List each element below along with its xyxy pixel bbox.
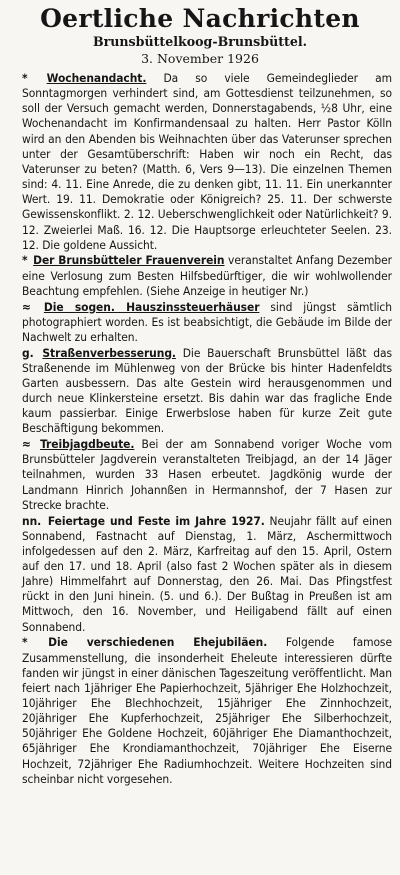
article-body: Da so viele Gemeindeglieder am Sonntagmorgen verhindert sind, am Gottesdienst teilzunehmen, so soll der Versuch gemacht werden, Donnerstagabends, ½8 Uhr, eine Wochenandacht im Konfirmandensaal zu halten. Herr Pastor Kölln wird an den Abenden bis Weihnachten über das Vaterunser sprechen unter der Gesamtüberschrift: Haben wir noch ein Recht, das Vaterunser zu beten? (Matth. 6, Vers 9—13). Die einzelnen Themen sind: 4. 11. Eine Anrede, die zu denken gibt, 11. 11. Ein unerkannter Wert. 19. 11. Demokratie oder Königreich? 25. 11. Der schwerste Gewissenskonflikt. 2. 12. Ueberschwenglichkeit oder Natürlichkeit? 9. 12. Zweierlei Maß. 16. 12. Die Hauptsorge erleuchteter Seelen. 23. 12. Die goldene Aussicht. bbox=[22, 71, 392, 252]
article-body: Folgende famose Zusammenstellung, die insonderheit Eheleute interessieren dürfte fanden wir jüngst in einer dänischen Tageszeitung veröffentlicht. Man feiert nach 1jähriger Ehe Papierhochzeit, 5jähriger Ehe Holzhochzeit, 10jähriger Ehe Blechhochzeit, 15jähriger Ehe Zinnhochzeit, 20jähriger Ehe Kupferhochzeit, 25jähriger Ehe Silberhochzeit, 50jähriger Ehe Goldene Hochzeit, 60jähriger Ehe Diamanthochzeit, 65jähriger Ehe Krondiamanthochzeit, 70jähriger Ehe Eiserne Hochzeit, 72jähriger Ehe Radiumhochzeit. Weitere Hochzeiten sind scheinbar nicht vorgesehen. bbox=[22, 635, 392, 786]
article-frauenverein bbox=[8, 253, 392, 298]
article-body: Die Bauerschaft Brunsbüttel läßt das Straßenende im Mühlenweg von der Brücke bis hinter Hadenfeldts Garten ausbessern. Das alte Gestein wird herausgenommen und durch neue Klinkersteine ersetzt. Bis dahin war das fragliche Ende kaum passierbar. Einige Erwerbslose haben für kurze Zeit gute Beschäftigung bekommen. bbox=[22, 345, 392, 436]
article-strassenverbesserung bbox=[8, 346, 392, 437]
article-mark: * bbox=[22, 71, 28, 85]
article-feiertage-1927 bbox=[8, 514, 392, 635]
article-body: Bei der am Sonnabend voriger Woche vom Brunsbütteler Jagdverein veranstalteten Treibjagd, an der 14 Jäger teilnahmen, wurden 33 Hasen erbeutet. Jagdkönig wurde der Landmann Hinrich Johannßen in Hermannshof, der 7 Hasen zur Strecke brachte. bbox=[22, 437, 392, 512]
issue-date: 3. November 1926 bbox=[141, 51, 259, 66]
article-heading: Der Brunsbütteler Frauenverein bbox=[33, 253, 225, 268]
article-mark: * bbox=[22, 253, 28, 268]
locality-subtitle: Brunsbüttelkoog-Brunsbüttel. bbox=[92, 34, 308, 49]
article-wochenandacht bbox=[8, 71, 392, 253]
article-body: veranstaltet Anfang Dezember eine Verlosung zum Besten Hilfsbedürftiger, die wir wohlwollender Beachtung empfehlen. (Siehe Anzeige in heutiger Nr.) bbox=[22, 253, 392, 298]
article-body: sind jüngst sämtlich photographiert worden. Es ist beabsichtigt, die Gebäude im Bilde der Nachwelt zu erhalten. bbox=[22, 299, 392, 344]
article-mark: ≈ bbox=[22, 437, 31, 452]
article-treibjagdbeute bbox=[8, 437, 392, 513]
article-heading: Treibjagdbeute. bbox=[40, 437, 135, 452]
article-heading: Straßenverbesserung. bbox=[42, 345, 176, 360]
article-mark: nn. bbox=[22, 513, 42, 528]
article-heading: Die verschiedenen Ehejubiläen. bbox=[48, 635, 268, 650]
section-title: Oertliche Nachrichten bbox=[40, 4, 360, 33]
article-hauszinssteuerhaeuser bbox=[8, 300, 392, 345]
article-ehejubilaeen bbox=[8, 635, 392, 787]
article-heading: Feiertage und Feste im Jahre 1927. bbox=[47, 513, 265, 528]
article-mark: g. bbox=[22, 345, 34, 360]
article-body: Neujahr fällt auf einen Sonnabend, Fastnacht auf Dienstag, 1. März, Aschermittwoch infolgedessen auf den 2. März, Karfreitag auf den 15. April, Ostern auf den 17. und 18. April (also fast 2 Wochen später als in diesem Jahre) Himmelfahrt auf Donnerstag, den 26. Mai. Das Pfingstfest rückt in den Juni hinein. (5. und 6.). Der Bußtag in Preußen ist am Mittwoch, den 16. November, und Heiligabend fällt auf einen Sonnabend. bbox=[22, 513, 392, 634]
article-heading: Wochenandacht. bbox=[46, 71, 147, 85]
article-heading: Die sogen. Hauszinssteuerhäuser bbox=[43, 299, 260, 314]
article-mark: ≈ bbox=[22, 299, 31, 314]
article-mark: * bbox=[22, 635, 28, 650]
masthead bbox=[8, 4, 392, 67]
